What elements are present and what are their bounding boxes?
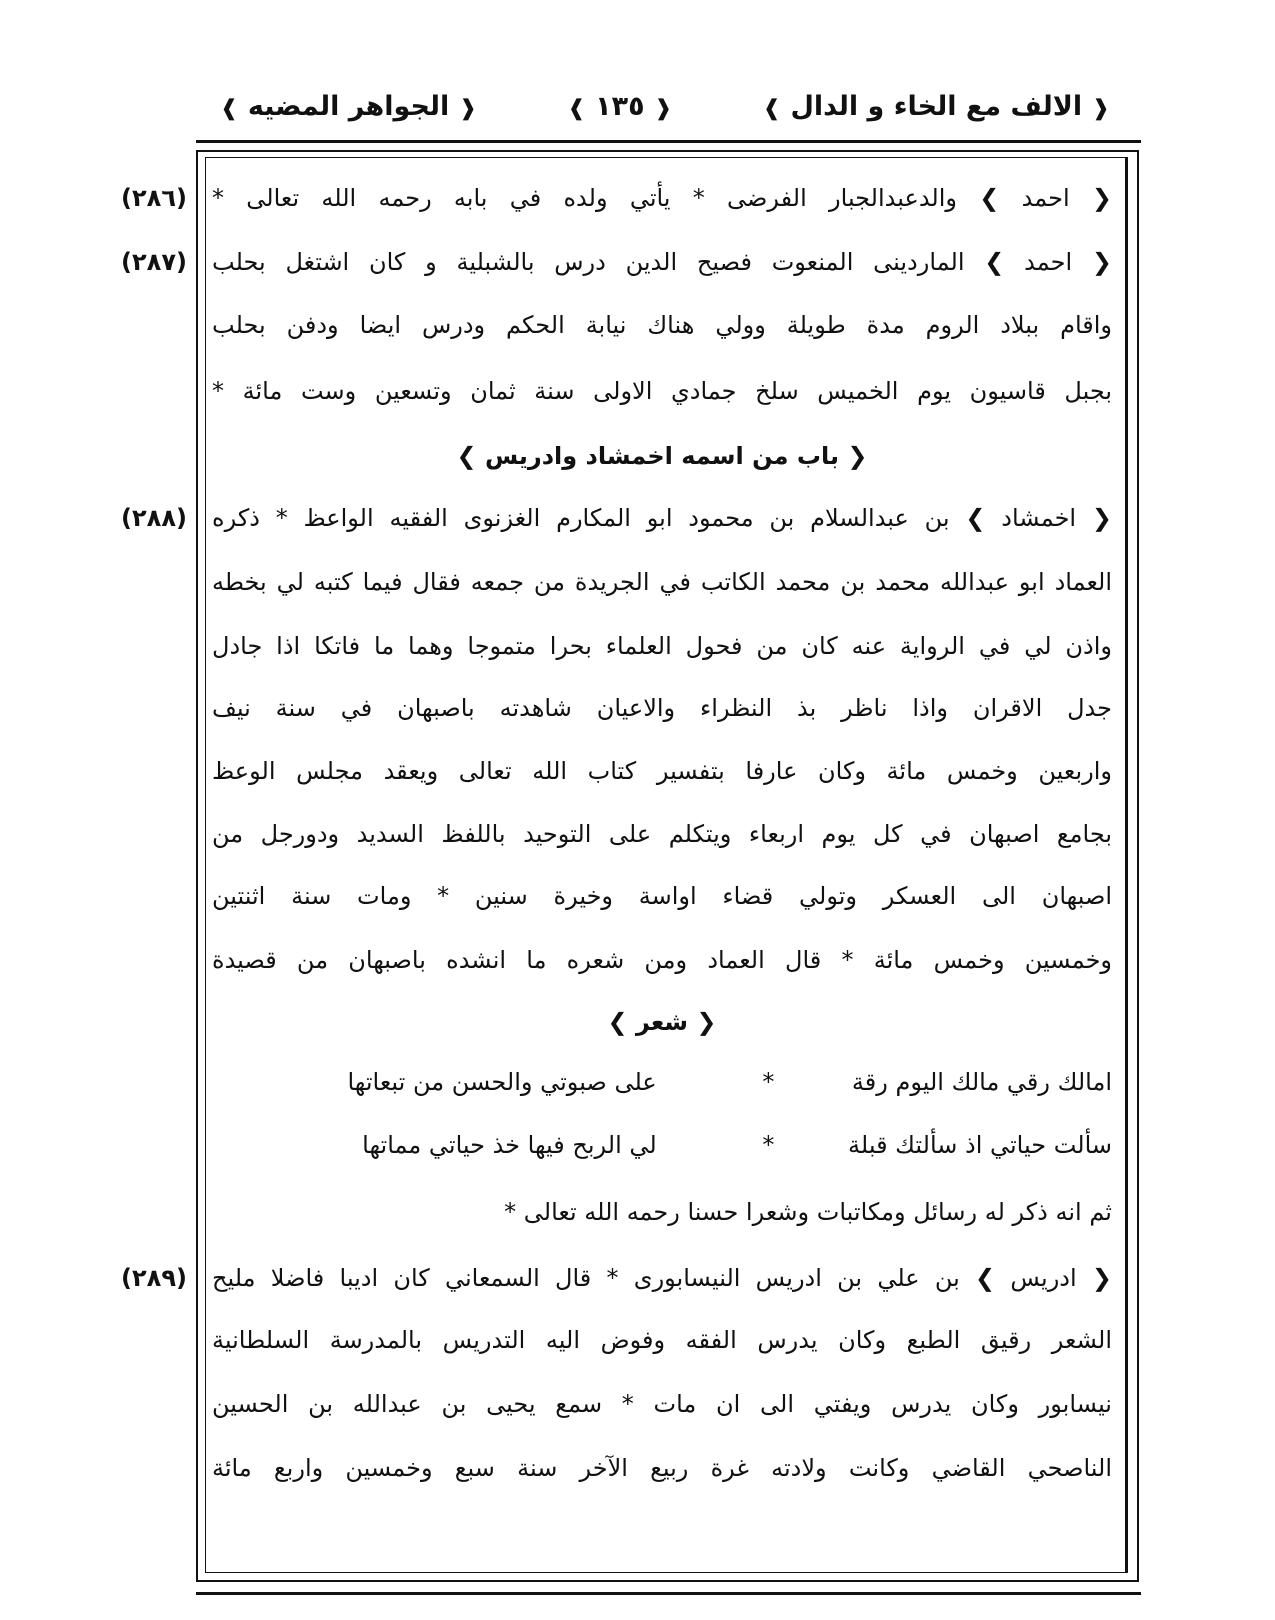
text-line: ❮ احمد ❯ الماردينى المنعوت فصيح الدين درس بالشبلية و كان اشتغل بحلب [212,248,1112,276]
header-rule [196,140,1141,143]
ornament-icon: ❱ [567,95,586,121]
text-line: ❮ احمد ❯ والدعبدالجبار الفرضى * يأتي ولده في بابه رحمه الله تعالى * [212,184,1112,212]
text-line: نيسابور وكان يدرس ويفتي الى ان مات * سمع يحيى بن عبدالله بن الحسين [212,1390,1112,1418]
verse-second-hemistich: على صبوتي والحسن من تبعاتها [347,1068,657,1096]
ornament-icon: ❰ [654,95,673,121]
ornament-icon: ❱ [220,95,239,121]
page-header [220,78,1110,134]
text-line: ❮ ادريس ❯ بن علي بن ادريس النيسابورى * قال السمعاني كان اديبا فاضلا مليح [212,1264,1112,1292]
text-line: واربعين وخمس مائة وكان عارفا بتفسير كتاب الله تعالى ويعقد مجلس الوعظ [212,757,1112,785]
footer-rule [196,1592,1141,1595]
text-line: ❮ اخمشاد ❯ بن عبدالسلام بن محمود ابو المكارم الغزنوى الفقيه الواعظ * ذكره [212,504,1112,532]
verse-separator: * [762,1131,775,1159]
text-line: واقام ببلاد الروم مدة طويلة وولي هناك نيابة الحكم ودرس ايضا ودفن بحلب [212,311,1112,339]
verse-line [212,1054,1112,1110]
entry-number: (٢٨٧) [121,248,187,276]
entry-number: (٢٨٦) [121,184,187,212]
header-book-title: ❰ الجواهر المضيه ❱ [220,90,478,122]
entry-number: (٢٨٨) [121,504,187,532]
text-line: بجبل قاسيون يوم الخميس سلخ جمادي الاولى سنة ثمان وتسعين وست مائة * [212,377,1112,405]
text-line: واذن لي في الرواية عنه كان من فحول العلماء بحرا متموجا وهما ما فاتكا اذا جادل [212,632,1112,660]
ornament-icon: ❱ [762,95,782,121]
verse-first-hemistich: امالك رقي مالك اليوم رقة [851,1068,1112,1096]
header-section-title: ❰ الالف مع الخاء و الدال ❱ [762,90,1110,122]
chapter-heading: ❮ باب من اسمه اخمشاد وادريس ❯ [456,442,868,470]
text-line: ثم انه ذكر له رسائل ومكاتبات وشعرا حسنا رحمه الله تعالى * [504,1198,1112,1226]
verse-first-hemistich: سألت حياتي اذ سألتك قبلة [848,1131,1112,1159]
ornament-icon: ❰ [1091,95,1110,121]
text-line: بجامع اصبهان في كل يوم اربعاء ويتكلم على التوحيد باللفظ السديد ودورجل من [212,820,1112,848]
poetry-heading: ❮ شعر ❯ [607,1008,717,1036]
entry-number: (٢٨٩) [121,1264,187,1292]
text-line: اصبهان الى العسكر وتولي قضاء اواسة وخيرة سنين * ومات سنة اثنتين [212,882,1112,910]
text-line: وخمسين وخمس مائة * قال العماد ومن شعره ما انشده باصبهان من قصيدة [212,946,1112,974]
verse-line [212,1117,1112,1173]
text-line: جدل الاقران واذا ناظر بذ النظراء والاعيان شاهدته باصبهان في سنة نيف [212,694,1112,722]
text-line: العماد ابو عبدالله محمد بن محمد الكاتب في الجريدة من جمعه فقال فيما كتبه لي بخطه [212,568,1112,596]
text-line: الناصحي القاضي وكانت ولادته غرة ربيع الآخر سنة سبع وخمسين واربع مائة [212,1454,1112,1482]
header-page-number: ❰ ١٣٥ ❱ [567,90,673,122]
verse-separator: * [762,1068,775,1096]
verse-second-hemistich: لي الربح فيها خذ حياتي مماتها [362,1131,657,1159]
ornament-icon: ❰ [458,95,478,121]
text-line: الشعر رقيق الطبع وكان يدرس الفقه وفوض اليه التدريس بالمدرسة السلطانية [212,1326,1112,1354]
